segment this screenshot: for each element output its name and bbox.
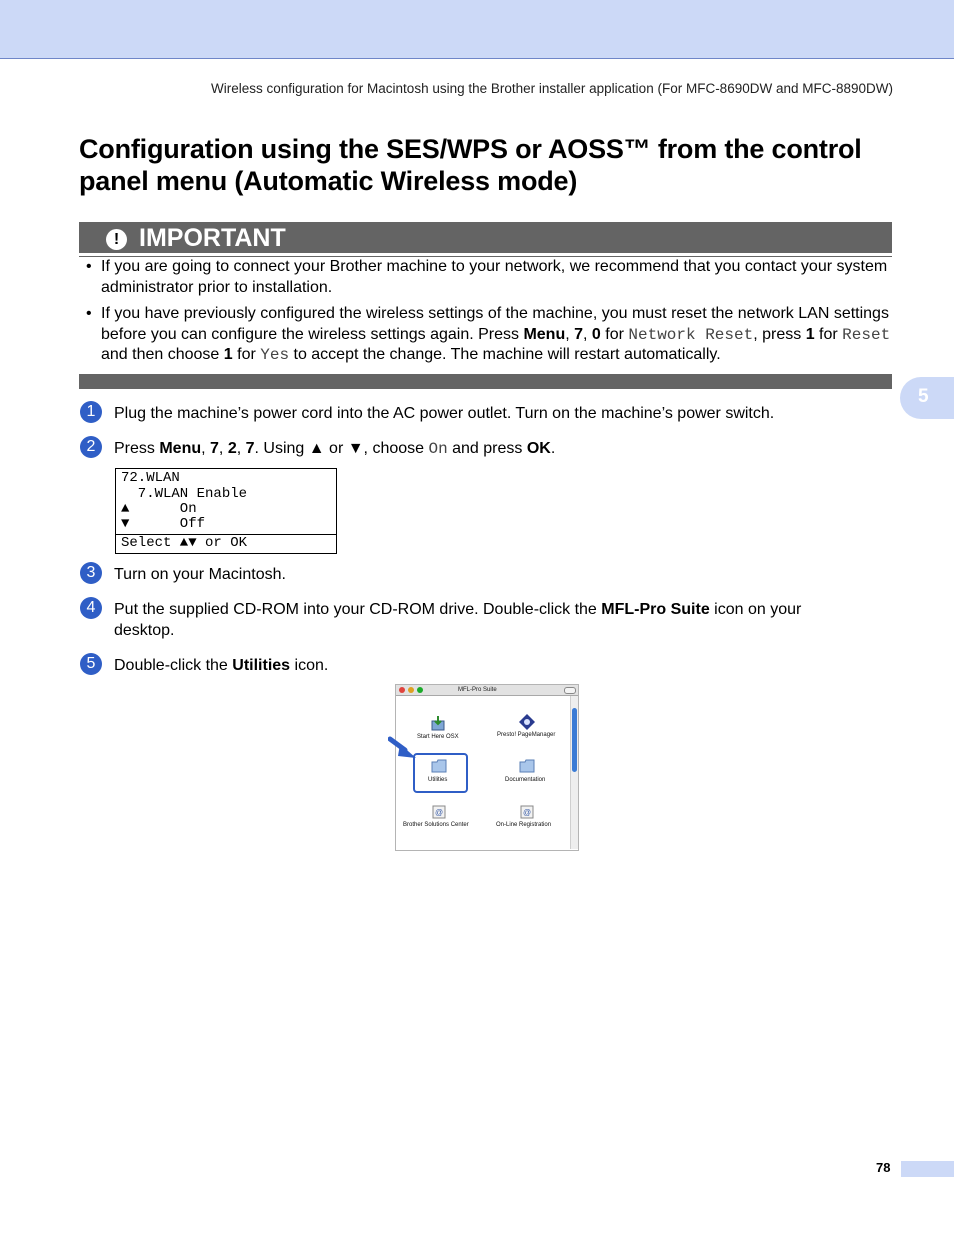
zoom-button[interactable] — [417, 687, 423, 693]
item-label-utilities: Utilities — [428, 777, 448, 783]
step-number-3: 3 — [80, 562, 102, 584]
web-link-icon[interactable] — [520, 805, 534, 821]
step-number-1: 1 — [80, 401, 102, 423]
svg-text:@: @ — [522, 808, 532, 817]
lcd-line-3: ▲ On — [121, 501, 197, 517]
lcd-line-4: ▼ Off — [121, 516, 206, 532]
important-bullet-1: If you are going to connect your Brother machine to your network, we recommend that you contact your system administrator prior to installation. — [101, 258, 888, 296]
folder-icon[interactable] — [519, 759, 535, 775]
step-5-text: Double-click the Utilities icon. — [114, 657, 329, 674]
presto-icon[interactable] — [518, 713, 536, 733]
folder-icon[interactable] — [431, 759, 447, 775]
lcd-line-1: 72.WLAN — [121, 470, 180, 486]
lcd-display — [115, 468, 337, 554]
mfl-pro-suite-window — [395, 684, 579, 851]
svg-text:@: @ — [434, 808, 444, 817]
step-1-text: Plug the machine’s power cord into the AC power outlet. Turn on the machine’s power switch. — [114, 405, 775, 422]
exclamation-icon: ! — [106, 229, 127, 250]
item-label-start-here: Start Here OSX — [417, 734, 459, 740]
page-number: 78 — [876, 1160, 891, 1175]
pointer-arrow-icon — [388, 736, 420, 762]
lcd-line-2: 7.WLAN Enable — [121, 486, 248, 502]
step-number-2: 2 — [80, 436, 102, 458]
important-bullet-2: If you have previously configured the wireless settings of the machine, you must reset the network LAN settings before you can configure the wireless settings again. Press Menu, 7, 0 for Network Reset, press 1 for Reset and then choose 1 for Yes to accept the change. The machine will restart automatically. — [101, 305, 891, 364]
running-head: Wireless configuration for Macintosh using the Brother installer application (For MFC-8690DW and MFC-8890DW) — [210, 81, 893, 96]
chapter-tab: 5 — [900, 377, 954, 419]
item-label-solutions-center: Brother Solutions Center — [403, 822, 469, 828]
scroll-thumb[interactable] — [572, 708, 577, 772]
step-2-text: Press Menu, 7, 2, 7. Using ▲ or ▼, choose On and press OK. — [114, 440, 556, 458]
step-3-text: Turn on your Macintosh. — [114, 566, 286, 583]
bullet-marker: • — [86, 258, 92, 275]
important-label: IMPORTANT — [139, 224, 286, 252]
scrollbar[interactable] — [570, 696, 578, 849]
web-link-icon[interactable] — [432, 805, 446, 821]
top-band — [0, 0, 954, 59]
step-4-text: Put the supplied CD-ROM into your CD-ROM drive. Double-click the MFL-Pro Suite icon on your desktop. — [114, 601, 802, 639]
footer-band — [901, 1161, 954, 1177]
bullet-marker: • — [86, 305, 92, 322]
installer-icon[interactable] — [430, 715, 446, 733]
window-title: MFL-Pro Suite — [458, 687, 497, 693]
item-label-online-registration: On-Line Registration — [496, 822, 552, 828]
important-bottom-bar — [79, 374, 892, 389]
close-button[interactable] — [399, 687, 405, 693]
step-number-5: 5 — [80, 653, 102, 675]
section-title: Configuration using the SES/WPS or AOSS™ from the control panel menu (Automatic Wireless mode) — [79, 134, 862, 196]
minimize-button[interactable] — [408, 687, 414, 693]
lcd-line-5: Select ▲▼ or OK — [121, 535, 248, 551]
item-label-presto: Presto! PageManager — [497, 732, 556, 738]
step-number-4: 4 — [80, 597, 102, 619]
window-titlebar — [396, 685, 578, 696]
item-label-documentation: Documentation — [505, 777, 546, 783]
toolbar-toggle-button[interactable] — [564, 687, 576, 694]
